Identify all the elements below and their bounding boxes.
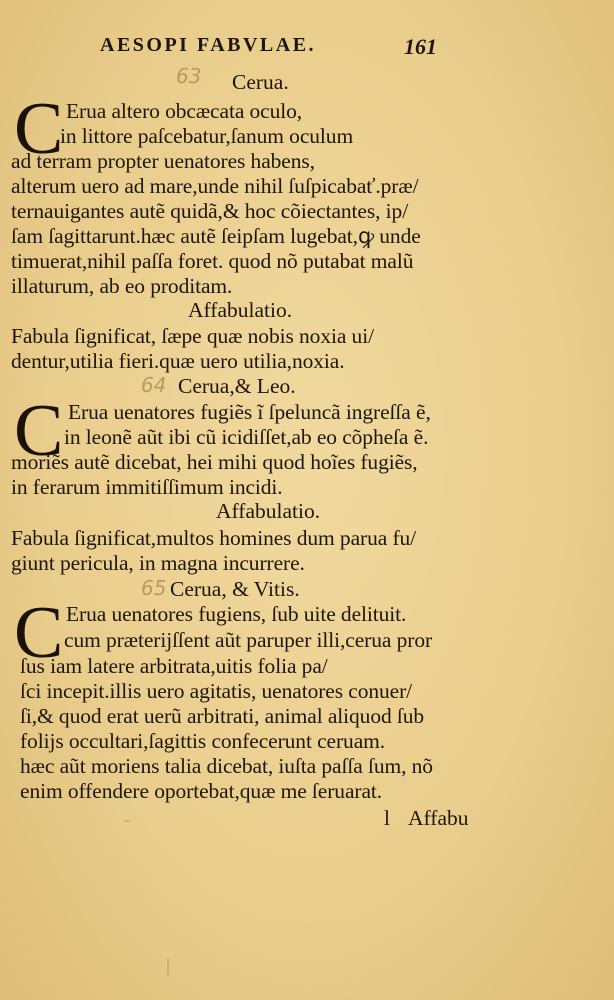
text-line: timuerat,nihil paſſa foret. quod nõ putabat malũ (11, 249, 414, 273)
text-line: folijs occultari,ſagittis confecerunt ceruam. (20, 729, 386, 753)
signature-mark: l (384, 806, 390, 830)
text-line: Erua uenatores fugiens, ſub uite delituit. (66, 602, 407, 626)
text-line: ad terram propter uenatores habens, (11, 149, 315, 173)
text-line: ſi,& quod erat uerũ arbitrati, animal aliquod ſub (20, 704, 425, 728)
running-title: AESOPI FABVLAE. (100, 34, 317, 56)
text-line: in ferarum immitiſſimum incidi. (11, 475, 283, 499)
text-line: alterum uero ad mare,unde nihil ſuſpicabať.præ/ (11, 174, 419, 198)
handwritten-number-63: 63 (176, 64, 202, 88)
fable-title: Cerua, & Vitis. (170, 577, 300, 601)
handwritten-number-65: 65 (141, 576, 167, 600)
moral-line: Fabula ſignificat,multos homines dum parua fu/ (11, 526, 417, 550)
text-line: ſam ſagittarunt.hæc autẽ ſeipſam lugebat,ꝙ unde (11, 224, 421, 248)
text-line: moriẽs autẽ dicebat, hei mihi quod hoĩes fugiẽs, (11, 450, 418, 474)
moral-line: dentur,utilia fieri.quæ uero utilia,noxia. (11, 349, 345, 373)
moral-line: giunt pericula, in magna incurrere. (11, 551, 305, 575)
affabulatio-heading: Affabulatio. (188, 298, 293, 322)
drop-capital: C (14, 592, 64, 674)
text-line: enim offendere oportebat,quæ me ſeruarat. (20, 779, 383, 803)
text-line: ſus iam latere arbitrata,uitis folia pa/ (20, 654, 328, 678)
text-line: Erua uenatores fugiẽs ĩ ſpeluncã ingreſſa ẽ, (68, 400, 431, 424)
text-line: in littore paſcebatur,ſanum oculum (60, 124, 354, 148)
handwritten-number-64: 64 (141, 373, 167, 397)
drop-capital: C (14, 390, 64, 472)
catchword: Affabu (408, 806, 469, 830)
text-line: cum præterijſſent aũt paruper illi,cerua pror (64, 628, 433, 652)
affabulatio-heading: Affabulatio. (216, 499, 321, 523)
bleed-through-mark (124, 820, 130, 822)
text-line: Erua altero obcæcata oculo, (66, 99, 303, 123)
moral-line: Fabula ſignificat, ſæpe quæ nobis noxia ui/ (11, 324, 374, 348)
text-line: ternauigantes autẽ quidã,& hoc cõiectantes, ip/ (11, 199, 409, 223)
text-line: hæc aũt moriens talia dicebat, iuſta paſſa ſum, nõ (20, 754, 433, 778)
text-line: ſci incepit.illis uero agitatis, uenatores conuer/ (20, 679, 413, 703)
fable-title: Cerua,& Leo. (178, 374, 296, 398)
bleed-through-mark (167, 958, 169, 976)
text-line: illaturum, ab eo proditam. (11, 274, 233, 298)
drop-capital: C (14, 88, 64, 170)
text-line: in leonẽ aũt ibi cũ icidiſſet,ab eo cõpheſa ẽ. (64, 425, 429, 449)
folio-number: 161 (404, 34, 437, 59)
fable-title: Cerua. (232, 70, 289, 94)
